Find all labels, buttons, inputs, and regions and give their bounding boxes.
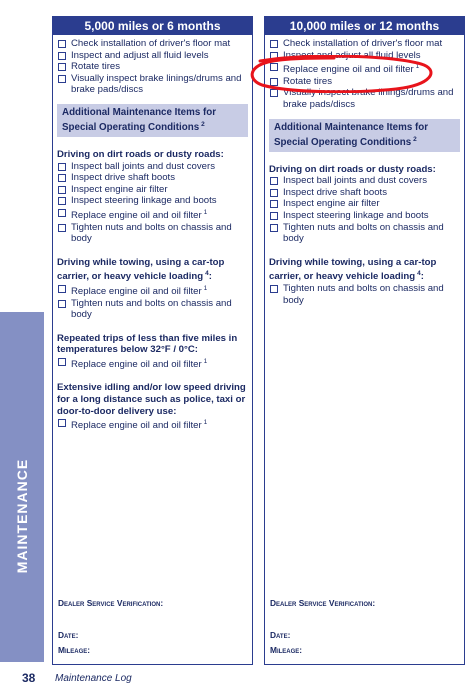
checkbox[interactable] [270, 224, 278, 232]
list-item: Replace engine oil and oil filter $^1$ [57, 207, 248, 222]
list-item: Tighten nuts and bolts on chassis and body [269, 222, 460, 245]
special-conditions-banner: Additional Maintenance Items for Special Operating Conditions $^2$ [57, 104, 248, 137]
list-item: Tighten nuts and bolts on chassis and body [57, 222, 248, 245]
checkbox[interactable] [58, 209, 66, 217]
list-item: Inspect drive shaft boots [269, 187, 460, 199]
list-item: Inspect and adjust all fluid levels [269, 50, 460, 62]
condition-heading: Driving on dirt roads or dusty roads: [269, 163, 436, 175]
column-heading: 5,000 miles or 6 months [53, 17, 252, 35]
condition-heading: Extensive idling and/or low speed driving for a long distance such as police, taxi or door-to-door delivery use: [57, 382, 246, 417]
list-item: Inspect steering linkage and boots [269, 210, 460, 222]
schedule-5000-miles [52, 16, 253, 665]
checkbox[interactable] [58, 174, 66, 182]
list-item: Inspect ball joints and dust covers [57, 161, 248, 173]
checkbox[interactable] [270, 89, 278, 97]
list-item: Inspect ball joints and dust covers [269, 175, 460, 187]
checkbox[interactable] [58, 40, 66, 48]
checkbox[interactable] [270, 212, 278, 220]
mileage-label: Mileage: [270, 645, 303, 655]
checkbox[interactable] [270, 40, 278, 48]
condition-heading: Driving on dirt roads or dusty roads: [57, 148, 224, 160]
list-item: Rotate tires [57, 61, 248, 73]
checklist [53, 161, 252, 245]
list-item: Inspect engine air filter [269, 198, 460, 210]
list-item: Replace engine oil and oil filter $^1$ [269, 61, 460, 76]
dealer-verification-label: Dealer Service Verification: [58, 598, 164, 608]
checkbox[interactable] [270, 285, 278, 293]
list-item: Inspect engine air filter [57, 184, 248, 196]
checkbox[interactable] [58, 285, 66, 293]
checklist [265, 38, 464, 111]
page-number: 38 [22, 671, 36, 685]
checklist [53, 38, 252, 96]
footer-title: Maintenance Log [55, 673, 132, 684]
list-item: Inspect steering linkage and boots [57, 195, 248, 207]
column-heading: 10,000 miles or 12 months [265, 17, 464, 35]
list-item: Visually inspect brake linings/drums and brake pads/discs [57, 73, 248, 96]
checkbox[interactable] [58, 197, 66, 205]
checkbox[interactable] [270, 52, 278, 60]
list-item: Replace engine oil and oil filter $^1$ [57, 356, 248, 371]
condition-heading: Driving while towing, using a car-top carrier, or heavy vehicle loading $^4$: [269, 256, 437, 283]
checkbox[interactable] [270, 200, 278, 208]
checklist [53, 283, 252, 321]
list-item: Check installation of driver's floor mat [57, 38, 248, 50]
list-item: Check installation of driver's floor mat [269, 38, 460, 50]
checklist [265, 175, 464, 245]
list-item: Tighten nuts and bolts on chassis and body [57, 298, 248, 321]
side-tab-label: MAINTENANCE [14, 458, 30, 574]
checkbox[interactable] [58, 163, 66, 171]
checkbox[interactable] [58, 300, 66, 308]
list-item: Visually inspect brake linings/drums and brake pads/discs [269, 87, 460, 110]
list-item: Replace engine oil and oil filter $^1$ [57, 283, 248, 298]
dealer-verification-label: Dealer Service Verification: [270, 598, 376, 608]
checkbox[interactable] [58, 75, 66, 83]
date-label: Date: [58, 630, 79, 640]
checklist [53, 417, 252, 432]
checkbox[interactable] [58, 63, 66, 71]
mileage-label: Mileage: [58, 645, 91, 655]
checkbox[interactable] [270, 78, 278, 86]
checkbox[interactable] [58, 52, 66, 60]
condition-heading: Repeated trips of less than five miles in temperatures below 32°F / 0°C: [57, 332, 238, 356]
checkbox[interactable] [58, 224, 66, 232]
checkbox[interactable] [58, 186, 66, 194]
checklist [53, 356, 252, 371]
list-item: Inspect and adjust all fluid levels [57, 50, 248, 62]
checkbox[interactable] [270, 63, 278, 71]
list-item: Rotate tires [269, 76, 460, 88]
list-item: Tighten nuts and bolts on chassis and body [269, 283, 460, 306]
special-conditions-banner: Additional Maintenance Items for Special Operating Conditions $^2$ [269, 119, 460, 152]
checkbox[interactable] [270, 177, 278, 185]
condition-heading: Driving while towing, using a car-top carrier, or heavy vehicle loading $^4$: [57, 256, 225, 283]
list-item: Replace engine oil and oil filter $^1$ [57, 417, 248, 432]
date-label: Date: [270, 630, 291, 640]
checkbox[interactable] [58, 419, 66, 427]
checkbox[interactable] [58, 358, 66, 366]
list-item: Inspect drive shaft boots [57, 172, 248, 184]
schedule-10000-miles [264, 16, 465, 665]
checkbox[interactable] [270, 189, 278, 197]
checklist [265, 283, 464, 306]
